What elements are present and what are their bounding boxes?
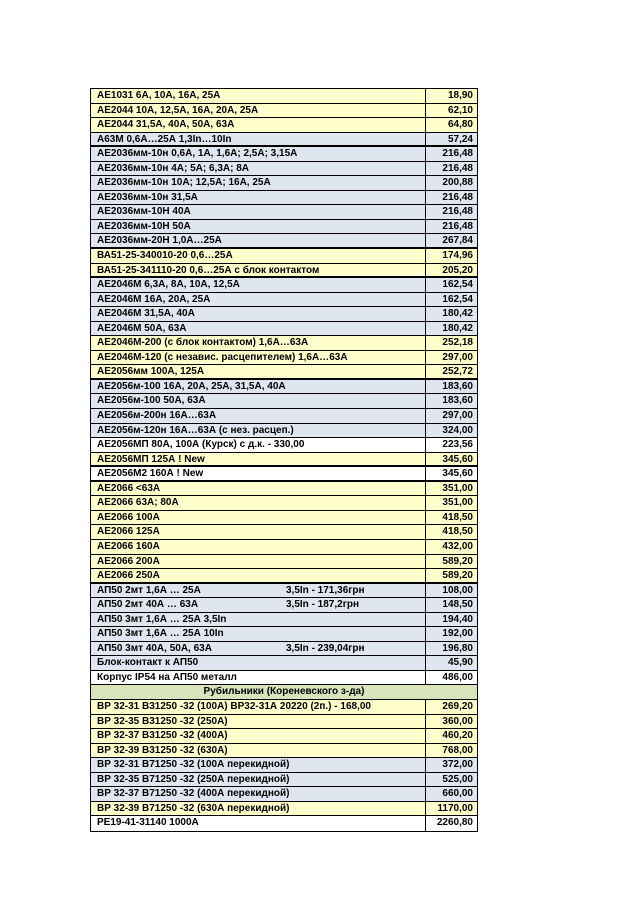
price-row	[91, 118, 477, 133]
product-name-text: АЕ2046М-120 (с независ. расцепителем) 1,6А…63А	[97, 351, 348, 363]
product-name-text: АЕ2046М-200 (с блок контактом) 1,6А…63А	[97, 337, 309, 349]
price-row	[91, 787, 477, 802]
product-price: 183,60	[442, 395, 473, 407]
product-price: 192,00	[442, 628, 473, 640]
product-name-text: Корпус IP54 на АП50 металл	[97, 671, 237, 683]
price-row	[91, 264, 477, 279]
product-name-text: АЕ2036мм-10Н 40А	[97, 206, 191, 218]
product-name-text: АЕ2036мм-10н 0,6А, 1А, 1,6А; 2,5А; 3,15А	[97, 148, 298, 160]
product-price: 360,00	[442, 715, 473, 727]
product-name-text: АЕ2036мм-10н 10А; 12,5А; 16А, 25А	[97, 177, 271, 189]
price-row	[91, 729, 477, 744]
price-row	[91, 307, 477, 322]
product-name	[91, 525, 426, 539]
product-name	[91, 220, 426, 234]
product-price: 18,90	[447, 90, 473, 101]
product-price: 2260,80	[436, 817, 473, 829]
product-price: 525,00	[442, 773, 473, 785]
product-price: 196,80	[442, 642, 473, 654]
product-price: 183,60	[442, 380, 473, 392]
product-name	[91, 249, 426, 263]
product-name	[91, 744, 426, 758]
price-row	[91, 525, 477, 540]
product-name-text: АП50 2мт 40А … 63А	[97, 599, 199, 611]
product-price: 432,00	[442, 540, 473, 552]
price-row	[91, 744, 477, 759]
product-price: 45,90	[447, 657, 473, 669]
price-row	[91, 642, 477, 657]
price-row	[91, 336, 477, 351]
product-name-text: АЕ2066 63А; 80А	[97, 497, 179, 509]
product-note: 3,5In - 239,04грн	[286, 642, 365, 654]
product-note: 3,5In - 187,2грн	[286, 599, 360, 611]
product-note: 3,5In - 171,36грн	[286, 584, 365, 596]
product-name	[91, 264, 426, 277]
product-name-text: АЕ2056МП 80А, 100А (Курск) с д.к. - 330,00	[97, 439, 305, 451]
product-price: 64,80	[447, 119, 473, 131]
price-row	[91, 220, 477, 235]
price-row	[91, 322, 477, 337]
price-row	[91, 380, 477, 395]
product-name	[91, 773, 426, 787]
product-name-text: АЕ2066 200А	[97, 555, 160, 567]
price-row	[91, 656, 477, 671]
price-row	[91, 234, 477, 249]
product-name	[91, 453, 426, 466]
product-name	[91, 89, 426, 103]
product-name	[91, 438, 426, 452]
product-price: 216,48	[442, 148, 473, 160]
product-name	[91, 365, 426, 378]
price-row	[91, 453, 477, 468]
section-title: Рубильники (Кореневского з-да)	[203, 686, 365, 698]
product-name-text: АЕ2066 250А	[97, 570, 160, 582]
price-row	[91, 293, 477, 308]
product-price: 589,20	[442, 555, 473, 567]
product-name-text: АЕ2046М 31,5А, 40А	[97, 308, 195, 320]
product-name	[91, 424, 426, 438]
price-row	[91, 133, 477, 148]
product-price: 351,00	[442, 497, 473, 509]
product-name	[91, 540, 426, 554]
product-name	[91, 307, 426, 321]
price-row	[91, 191, 477, 206]
product-price: 418,50	[442, 511, 473, 523]
product-price: 345,60	[442, 468, 473, 480]
product-name-text: АЕ1031 6А, 10А, 16А, 25А	[97, 90, 221, 101]
price-row	[91, 147, 477, 162]
product-name	[91, 147, 426, 161]
product-name-text: ВР 32-31 В31250 -32 (100А) ВР32-31А 20220 (2п.) - 168,00	[97, 700, 371, 712]
product-name-text: АЕ2066 160А	[97, 540, 160, 552]
price-row	[91, 816, 477, 831]
product-name-text: ВР 32-39 В31250 -32 (630А)	[97, 744, 228, 756]
product-name	[91, 351, 426, 365]
product-name	[91, 816, 426, 831]
product-name-text: АЕ2036мм-10н 31,5А	[97, 191, 198, 203]
price-row	[91, 394, 477, 409]
price-row	[91, 162, 477, 177]
product-name	[91, 380, 426, 394]
product-name-text: ВР 32-37 В31250 -32 (400А)	[97, 730, 228, 742]
price-row	[91, 205, 477, 220]
price-row	[91, 700, 477, 715]
price-row	[91, 176, 477, 191]
product-name	[91, 104, 426, 118]
product-name-text: АЕ2056м-120н 16А…63А (с нез. расцеп.)	[97, 424, 294, 436]
product-name	[91, 642, 426, 656]
product-name-text: АЕ2056м-200н 16А…63А	[97, 410, 217, 422]
product-price: 205,20	[442, 264, 473, 276]
product-name	[91, 496, 426, 510]
product-name	[91, 336, 426, 350]
product-price: 194,40	[442, 613, 473, 625]
product-price: 351,00	[442, 482, 473, 494]
price-row	[91, 584, 477, 599]
product-name-text: АП50 3мт 1,6А … 25А 3,5In	[97, 613, 227, 625]
product-name-text: ВА51-25-341110-20 0,6…25А с блок контактом	[97, 264, 320, 276]
product-name	[91, 278, 426, 292]
product-name-text: ВР 32-35 В31250 -32 (250А)	[97, 715, 228, 727]
price-row	[91, 438, 477, 453]
product-name-text: АЕ2046М 16А, 20А, 25А	[97, 293, 211, 305]
product-name-text: ВР 32-35 В71250 -32 (250А перекидной)	[97, 773, 290, 785]
product-name	[91, 133, 426, 146]
price-row	[91, 249, 477, 264]
product-name-text: АЕ2066 100А	[97, 511, 160, 523]
product-name	[91, 613, 426, 627]
price-row	[91, 104, 477, 119]
product-name	[91, 118, 426, 132]
product-price: 148,50	[442, 599, 473, 611]
product-name-text: ВР 32-37 В71250 -32 (400А перекидной)	[97, 788, 290, 800]
product-price: 223,56	[442, 439, 473, 451]
product-price: 108,00	[442, 584, 473, 596]
product-name	[91, 191, 426, 205]
price-row	[91, 365, 477, 380]
product-price: 768,00	[442, 744, 473, 756]
product-price: 1170,00	[437, 802, 473, 814]
product-price: 297,00	[442, 351, 473, 363]
price-row	[91, 555, 477, 570]
product-name	[91, 598, 426, 612]
price-table	[90, 88, 478, 832]
product-price: 269,20	[442, 700, 473, 712]
price-row	[91, 424, 477, 439]
product-name-text: АЕ2036мм-10н 4А; 5А; 6,3А; 8А	[97, 162, 250, 174]
product-name	[91, 293, 426, 307]
product-name-text: АП50 2мт 1,6А … 25А	[97, 584, 201, 596]
price-row	[91, 482, 477, 497]
product-name-text: АЕ2046М 50А, 63А	[97, 322, 187, 334]
product-price: 345,60	[442, 453, 473, 465]
product-price: 252,72	[442, 366, 473, 378]
price-row	[91, 496, 477, 511]
product-price: 418,50	[442, 526, 473, 538]
product-price: 297,00	[442, 410, 473, 422]
price-row	[91, 802, 477, 817]
price-row	[91, 540, 477, 555]
product-name	[91, 700, 426, 714]
product-name	[91, 787, 426, 801]
product-name	[91, 322, 426, 336]
product-price: 200,88	[442, 177, 473, 189]
price-row	[91, 351, 477, 366]
product-name	[91, 715, 426, 729]
product-name	[91, 394, 426, 408]
product-name	[91, 162, 426, 176]
product-name	[91, 482, 426, 496]
product-name-text: РЕ19-41-31140 1000А	[97, 817, 199, 829]
product-name	[91, 569, 426, 582]
product-name	[91, 234, 426, 247]
product-price: 216,48	[442, 162, 473, 174]
product-price: 162,54	[442, 293, 473, 305]
product-price: 267,84	[442, 235, 473, 247]
product-name-text: А63М 0,6А…25А 1,3In…10In	[97, 133, 232, 145]
price-row	[91, 511, 477, 526]
price-row	[91, 773, 477, 788]
price-row	[91, 758, 477, 773]
price-row	[91, 89, 477, 104]
product-price: 174,96	[442, 250, 473, 262]
product-name-text: АЕ2056МП 125А ! New	[97, 453, 205, 465]
price-row	[91, 278, 477, 293]
product-name-text: АЕ2066 125А	[97, 526, 160, 538]
product-name-text: ВР 32-31 В71250 -32 (100А перекидной)	[97, 759, 290, 771]
product-name-text: ВР 32-39 В71250 -32 (630А перекидной)	[97, 802, 290, 814]
product-name-text: АЕ2036мм-20Н 1,0А…25А	[97, 235, 222, 247]
price-row	[91, 409, 477, 424]
product-price: 372,00	[442, 759, 473, 771]
price-row	[91, 715, 477, 730]
product-name-text: АЕ2056М2 160А ! New	[97, 468, 204, 480]
product-name	[91, 409, 426, 423]
price-row	[91, 613, 477, 628]
section-header-row	[91, 685, 477, 700]
product-name-text: Блок-контакт к АП50	[97, 657, 199, 669]
product-price: 324,00	[442, 424, 473, 436]
product-name-text: АЕ2056м-100 50А, 63А	[97, 395, 206, 407]
product-price: 589,20	[442, 570, 473, 582]
product-name	[91, 802, 426, 816]
product-price: 486,00	[442, 671, 473, 683]
product-name-text: ВА51-25-340010-20 0,6…25А	[97, 250, 233, 262]
product-price: 162,54	[442, 279, 473, 291]
product-price: 57,24	[447, 133, 473, 145]
price-row	[91, 569, 477, 584]
product-name	[91, 555, 426, 569]
price-row	[91, 627, 477, 642]
product-price: 180,42	[442, 308, 473, 320]
product-name	[91, 467, 426, 480]
product-price: 216,48	[442, 191, 473, 203]
product-name	[91, 511, 426, 525]
product-price: 660,00	[442, 788, 473, 800]
product-name	[91, 627, 426, 641]
product-price: 180,42	[442, 322, 473, 334]
product-name	[91, 584, 426, 598]
product-name	[91, 205, 426, 219]
product-name	[91, 656, 426, 670]
product-name-text: АЕ2044 31,5А, 40А, 50А, 63А	[97, 119, 235, 131]
product-name-text: АЕ2036мм-10Н 50А	[97, 220, 191, 232]
product-price: 216,48	[442, 206, 473, 218]
price-row	[91, 467, 477, 482]
product-name-text: АЕ2066 <63А	[97, 482, 161, 494]
product-name	[91, 176, 426, 190]
product-name-text: АП50 3мт 1,6А … 25А 10In	[97, 628, 224, 640]
product-name-text: АЕ2056м-100 16А, 20А, 25А, 31,5А, 40А	[97, 380, 286, 392]
price-row	[91, 598, 477, 613]
product-name-text: АЕ2044 10А, 12,5А, 16А, 20А, 25А	[97, 104, 259, 116]
product-price: 216,48	[442, 220, 473, 232]
product-name-text: АЕ2046М 6,3А, 8А, 10А, 12,5А	[97, 279, 240, 291]
price-row	[91, 671, 477, 686]
product-price: 252,18	[442, 337, 473, 349]
product-name	[91, 671, 426, 685]
product-price: 62,10	[447, 104, 473, 116]
product-name-text: АЕ2056мм 100А, 125А	[97, 366, 205, 378]
product-name-text: АП50 3мт 40А, 50А, 63А	[97, 642, 212, 654]
product-name	[91, 758, 426, 772]
product-price: 460,20	[442, 730, 473, 742]
product-name	[91, 729, 426, 743]
